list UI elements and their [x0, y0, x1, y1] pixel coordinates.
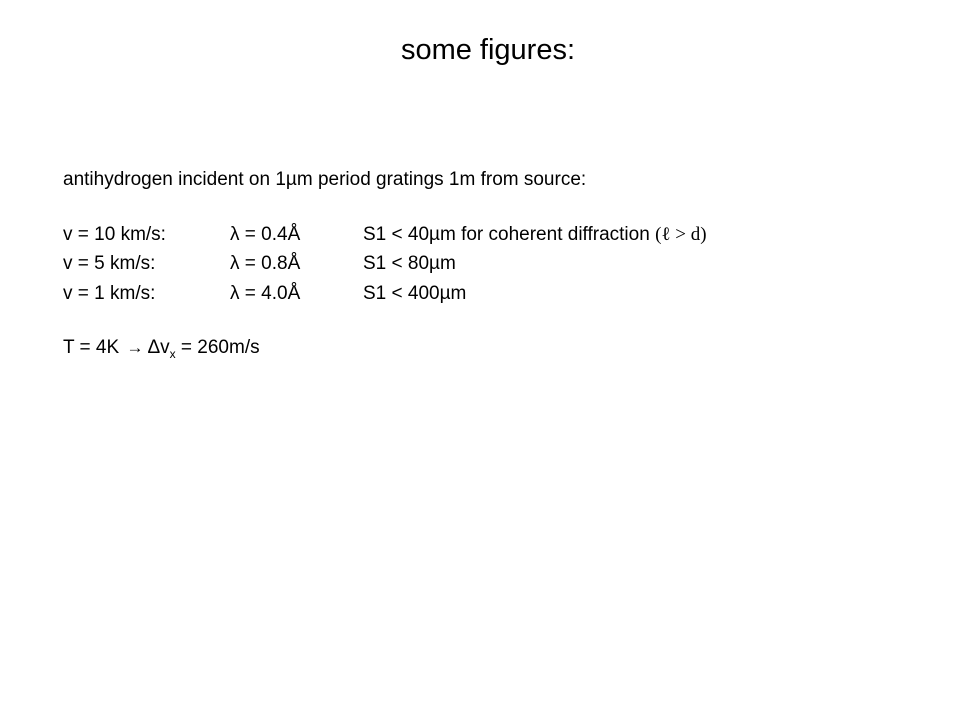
- velocity-spread-value: = 260m/s: [175, 337, 260, 358]
- slit-condition: [363, 223, 707, 247]
- velocity-spread-symbol: Δv: [147, 337, 170, 358]
- intro-text: antihydrogen incident on 1µm period gratings 1m from source:: [63, 169, 587, 190]
- velocity-spread-subscript: x: [169, 347, 176, 361]
- temperature-value: T = 4K: [63, 337, 120, 358]
- slide-title: some figures:: [400, 34, 576, 66]
- slit-condition-text: S1 < 80µm: [363, 253, 456, 274]
- velocity-value: v = 1 km/s:: [63, 283, 156, 304]
- right-arrow-icon: →: [126, 338, 144, 357]
- figure-row: [63, 223, 943, 247]
- wavelength-value: λ = 0.8Å: [230, 253, 301, 274]
- wavelength-value: λ = 0.4Å: [230, 224, 301, 245]
- slit-condition-text: S1 < 400µm: [363, 283, 467, 304]
- wavelength-value: λ = 4.0Å: [230, 283, 301, 304]
- temperature-line: [63, 336, 260, 361]
- velocity-value: v = 10 km/s:: [63, 224, 166, 245]
- velocity-value: v = 5 km/s:: [63, 253, 156, 274]
- figure-row: [63, 282, 943, 306]
- coherence-note: (ℓ > d): [655, 224, 707, 245]
- figure-row: [63, 252, 943, 276]
- slit-condition-text: S1 < 40µm for coherent diffraction: [363, 224, 650, 245]
